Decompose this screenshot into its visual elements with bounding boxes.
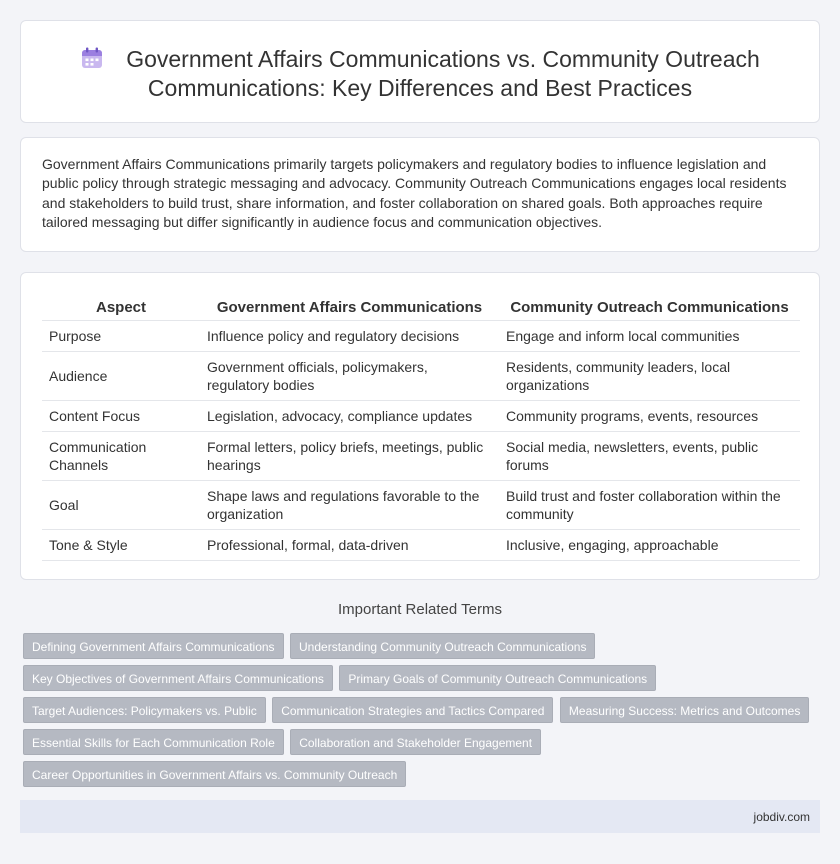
column-header-community-outreach: Community Outreach Communications (499, 296, 800, 320)
table-row (42, 351, 800, 400)
title-line-2: Communications: Key Differences and Best Practices (147, 75, 693, 101)
related-term-link[interactable]: Collaboration and Stakeholder Engagement (290, 729, 541, 755)
table-row (42, 400, 800, 431)
table-row (42, 480, 800, 529)
table-cell: Legislation, advocacy, compliance updates (200, 400, 499, 431)
column-header-government-affairs: Government Affairs Communications (200, 296, 499, 320)
column-header-aspect: Aspect (42, 296, 200, 320)
related-term-link[interactable]: Career Opportunities in Government Affairs vs. Community Outreach (23, 761, 406, 787)
related-terms-heading: Important Related Terms (338, 601, 502, 618)
table-cell: Community programs, events, resources (499, 400, 800, 431)
tag-row (23, 729, 823, 761)
table-cell: Audience (42, 351, 200, 400)
footer-site-link[interactable]: jobdiv.com (753, 810, 810, 824)
tag-row (23, 633, 823, 665)
table-cell: Professional, formal, data-driven (200, 529, 499, 560)
intro-paragraph: Government Affairs Communications primarily targets policymakers and regulatory bodies to influence legislation and public policy through strategic messaging and advocacy. Community Outreach Communications engages local residents and stakeholders to build trust, share information, and foster collaboration on shared goals. Both approaches require tailored messaging but differ significantly in audience focus and communication objectives. (42, 156, 787, 231)
intro-card (20, 137, 820, 252)
table-cell: Communication Channels (42, 431, 200, 480)
related-terms-list (23, 633, 823, 793)
table-cell: Engage and inform local communities (499, 320, 800, 351)
footer (20, 800, 820, 833)
calendar-icon (80, 46, 104, 70)
table-cell: Tone & Style (42, 529, 200, 560)
tag-row (23, 697, 823, 729)
table-cell: Build trust and foster collaboration within the community (499, 480, 800, 529)
table-cell: Purpose (42, 320, 200, 351)
table-row (42, 529, 800, 560)
table-cell: Residents, community leaders, local organizations (499, 351, 800, 400)
table-cell: Government officials, policymakers, regulatory bodies (200, 351, 499, 400)
related-term-link[interactable]: Measuring Success: Metrics and Outcomes (560, 697, 809, 723)
related-term-link[interactable]: Primary Goals of Community Outreach Communications (339, 665, 656, 691)
title-line-1: Government Affairs Communications vs. Community Outreach (126, 46, 760, 72)
related-term-link[interactable]: Understanding Community Outreach Communications (290, 633, 595, 659)
table-header-row (42, 296, 800, 320)
related-term-link[interactable]: Communication Strategies and Tactics Compared (272, 697, 553, 723)
title-card (20, 20, 820, 123)
comparison-card (20, 272, 820, 580)
table-cell: Formal letters, policy briefs, meetings, public hearings (200, 431, 499, 480)
related-term-link[interactable]: Target Audiences: Policymakers vs. Public (23, 697, 266, 723)
related-term-link[interactable]: Essential Skills for Each Communication Role (23, 729, 284, 755)
table-cell: Goal (42, 480, 200, 529)
table-cell: Shape laws and regulations favorable to the organization (200, 480, 499, 529)
table-cell: Content Focus (42, 400, 200, 431)
table-row (42, 320, 800, 351)
page-title (21, 45, 819, 103)
table-cell: Influence policy and regulatory decisions (200, 320, 499, 351)
table-cell: Social media, newsletters, events, public forums (499, 431, 800, 480)
related-term-link[interactable]: Defining Government Affairs Communications (23, 633, 284, 659)
table-cell: Inclusive, engaging, approachable (499, 529, 800, 560)
related-term-link[interactable]: Key Objectives of Government Affairs Communications (23, 665, 333, 691)
comparison-table (42, 296, 800, 561)
table-row (42, 431, 800, 480)
tag-row (23, 665, 823, 697)
tag-row (23, 761, 823, 793)
